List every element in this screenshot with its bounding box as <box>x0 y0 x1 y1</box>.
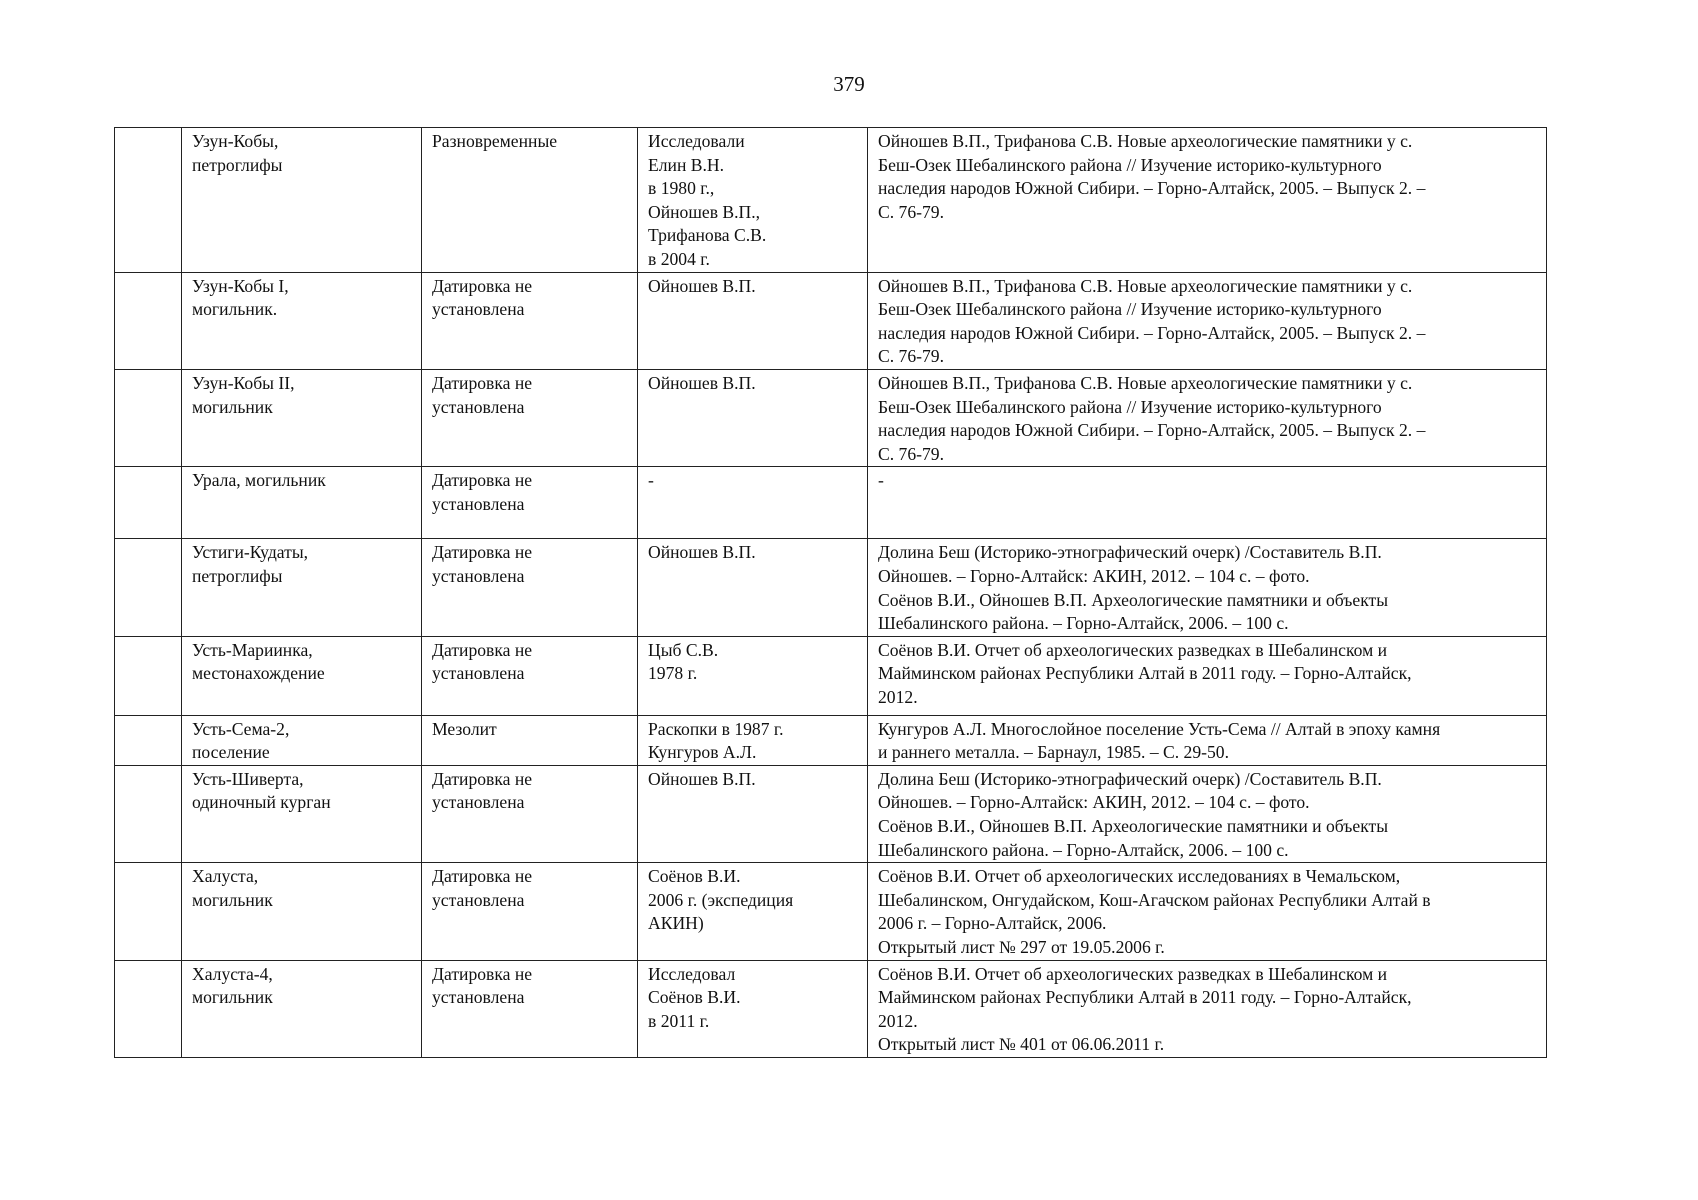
researchers-cell: Ойношев В.П. <box>638 765 868 862</box>
row-number-cell <box>115 128 182 273</box>
site-name-cell: Узун-Кобы, петроглифы <box>182 128 422 273</box>
table-row <box>115 715 1547 765</box>
row-number-cell <box>115 272 182 369</box>
site-name-cell: Узун-Кобы II, могильник <box>182 369 422 466</box>
dating-cell: Датировка не установлена <box>422 636 638 715</box>
researchers-cell: Исследовали Елин В.Н. в 1980 г., Ойношев В.П., Трифанова С.В. в 2004 г. <box>638 128 868 273</box>
literature-cell: Соёнов В.И. Отчет об археологических разведках в Шебалинском и Майминском районах Республики Алтай в 2011 году. – Горно-Алтайск, 2012. Открытый лист № 401 от 06.06.2011 г. <box>868 960 1547 1057</box>
table-row <box>115 960 1547 1057</box>
literature-cell: Долина Беш (Историко-этнографический очерк) /Составитель В.П. Ойношев. – Горно-Алтайск: АКИН, 2012. – 104 с. – фото. Соёнов В.И., Ойношев В.П. Археологические памятники и объекты Шебалинского района. – Горно-Алтайск, 2006. – 100 с. <box>868 539 1547 636</box>
row-number-cell <box>115 636 182 715</box>
literature-cell: Ойношев В.П., Трифанова С.В. Новые археологические памятники у с. Беш-Озек Шебалинского района // Изучение историко-культурного наследия народов Южной Сибири. – Горно-Алтайск, 2005. – Выпуск 2. – С. 76-79. <box>868 128 1547 273</box>
researchers-cell: - <box>638 467 868 539</box>
table-row <box>115 765 1547 862</box>
researchers-cell: Соёнов В.И. 2006 г. (экспедиция АКИН) <box>638 863 868 960</box>
monuments-table <box>114 127 1547 1058</box>
table-row <box>115 539 1547 636</box>
row-number-cell <box>115 765 182 862</box>
dating-cell: Разновременные <box>422 128 638 273</box>
literature-cell: Ойношев В.П., Трифанова С.В. Новые археологические памятники у с. Беш-Озек Шебалинского района // Изучение историко-культурного наследия народов Южной Сибири. – Горно-Алтайск, 2005. – Выпуск 2. – С. 76-79. <box>868 272 1547 369</box>
row-number-cell <box>115 539 182 636</box>
dating-cell: Датировка не установлена <box>422 863 638 960</box>
table-row <box>115 128 1547 273</box>
dating-cell: Датировка не установлена <box>422 765 638 862</box>
literature-cell: Соёнов В.И. Отчет об археологических исследованиях в Чемальском, Шебалинском, Онгудайском, Кош-Агачском районах Республики Алтай в 2006 г. – Горно-Алтайск, 2006. Открытый лист № 297 от 19.05.2006 г. <box>868 863 1547 960</box>
literature-cell: Соёнов В.И. Отчет об археологических разведках в Шебалинском и Майминском районах Республики Алтай в 2011 году. – Горно-Алтайск, 2012. <box>868 636 1547 715</box>
row-number-cell <box>115 467 182 539</box>
researchers-cell: Ойношев В.П. <box>638 369 868 466</box>
table-row <box>115 272 1547 369</box>
researchers-cell: Исследовал Соёнов В.И. в 2011 г. <box>638 960 868 1057</box>
site-name-cell: Халуста-4, могильник <box>182 960 422 1057</box>
researchers-cell: Цыб С.В. 1978 г. <box>638 636 868 715</box>
row-number-cell <box>115 369 182 466</box>
table-row <box>115 369 1547 466</box>
row-number-cell <box>115 715 182 765</box>
site-name-cell: Урала, могильник <box>182 467 422 539</box>
researchers-cell: Ойношев В.П. <box>638 539 868 636</box>
literature-cell: Долина Беш (Историко-этнографический очерк) /Составитель В.П. Ойношев. – Горно-Алтайск: АКИН, 2012. – 104 с. – фото. Соёнов В.И., Ойношев В.П. Археологические памятники и объекты Шебалинского района. – Горно-Алтайск, 2006. – 100 с. <box>868 765 1547 862</box>
table-row <box>115 636 1547 715</box>
dating-cell: Датировка не установлена <box>422 467 638 539</box>
literature-cell: - <box>868 467 1547 539</box>
dating-cell: Датировка не установлена <box>422 960 638 1057</box>
literature-cell: Ойношев В.П., Трифанова С.В. Новые археологические памятники у с. Беш-Озек Шебалинского района // Изучение историко-культурного наследия народов Южной Сибири. – Горно-Алтайск, 2005. – Выпуск 2. – С. 76-79. <box>868 369 1547 466</box>
dating-cell: Датировка не установлена <box>422 272 638 369</box>
page-number: 379 <box>833 72 865 96</box>
row-number-cell <box>115 863 182 960</box>
site-name-cell: Халуста, могильник <box>182 863 422 960</box>
site-name-cell: Устиги-Кудаты, петроглифы <box>182 539 422 636</box>
site-name-cell: Усть-Шиверта, одиночный курган <box>182 765 422 862</box>
researchers-cell: Раскопки в 1987 г. Кунгуров А.Л. <box>638 715 868 765</box>
literature-cell: Кунгуров А.Л. Многослойное поселение Усть-Сема // Алтай в эпоху камня и раннего металла. – Барнаул, 1985. – С. 29-50. <box>868 715 1547 765</box>
table-row <box>115 467 1547 539</box>
dating-cell: Датировка не установлена <box>422 369 638 466</box>
dating-cell: Датировка не установлена <box>422 539 638 636</box>
row-number-cell <box>115 960 182 1057</box>
site-name-cell: Усть-Сема-2, поселение <box>182 715 422 765</box>
site-name-cell: Усть-Мариинка, местонахождение <box>182 636 422 715</box>
table-row <box>115 863 1547 960</box>
dating-cell: Мезолит <box>422 715 638 765</box>
site-name-cell: Узун-Кобы I, могильник. <box>182 272 422 369</box>
researchers-cell: Ойношев В.П. <box>638 272 868 369</box>
